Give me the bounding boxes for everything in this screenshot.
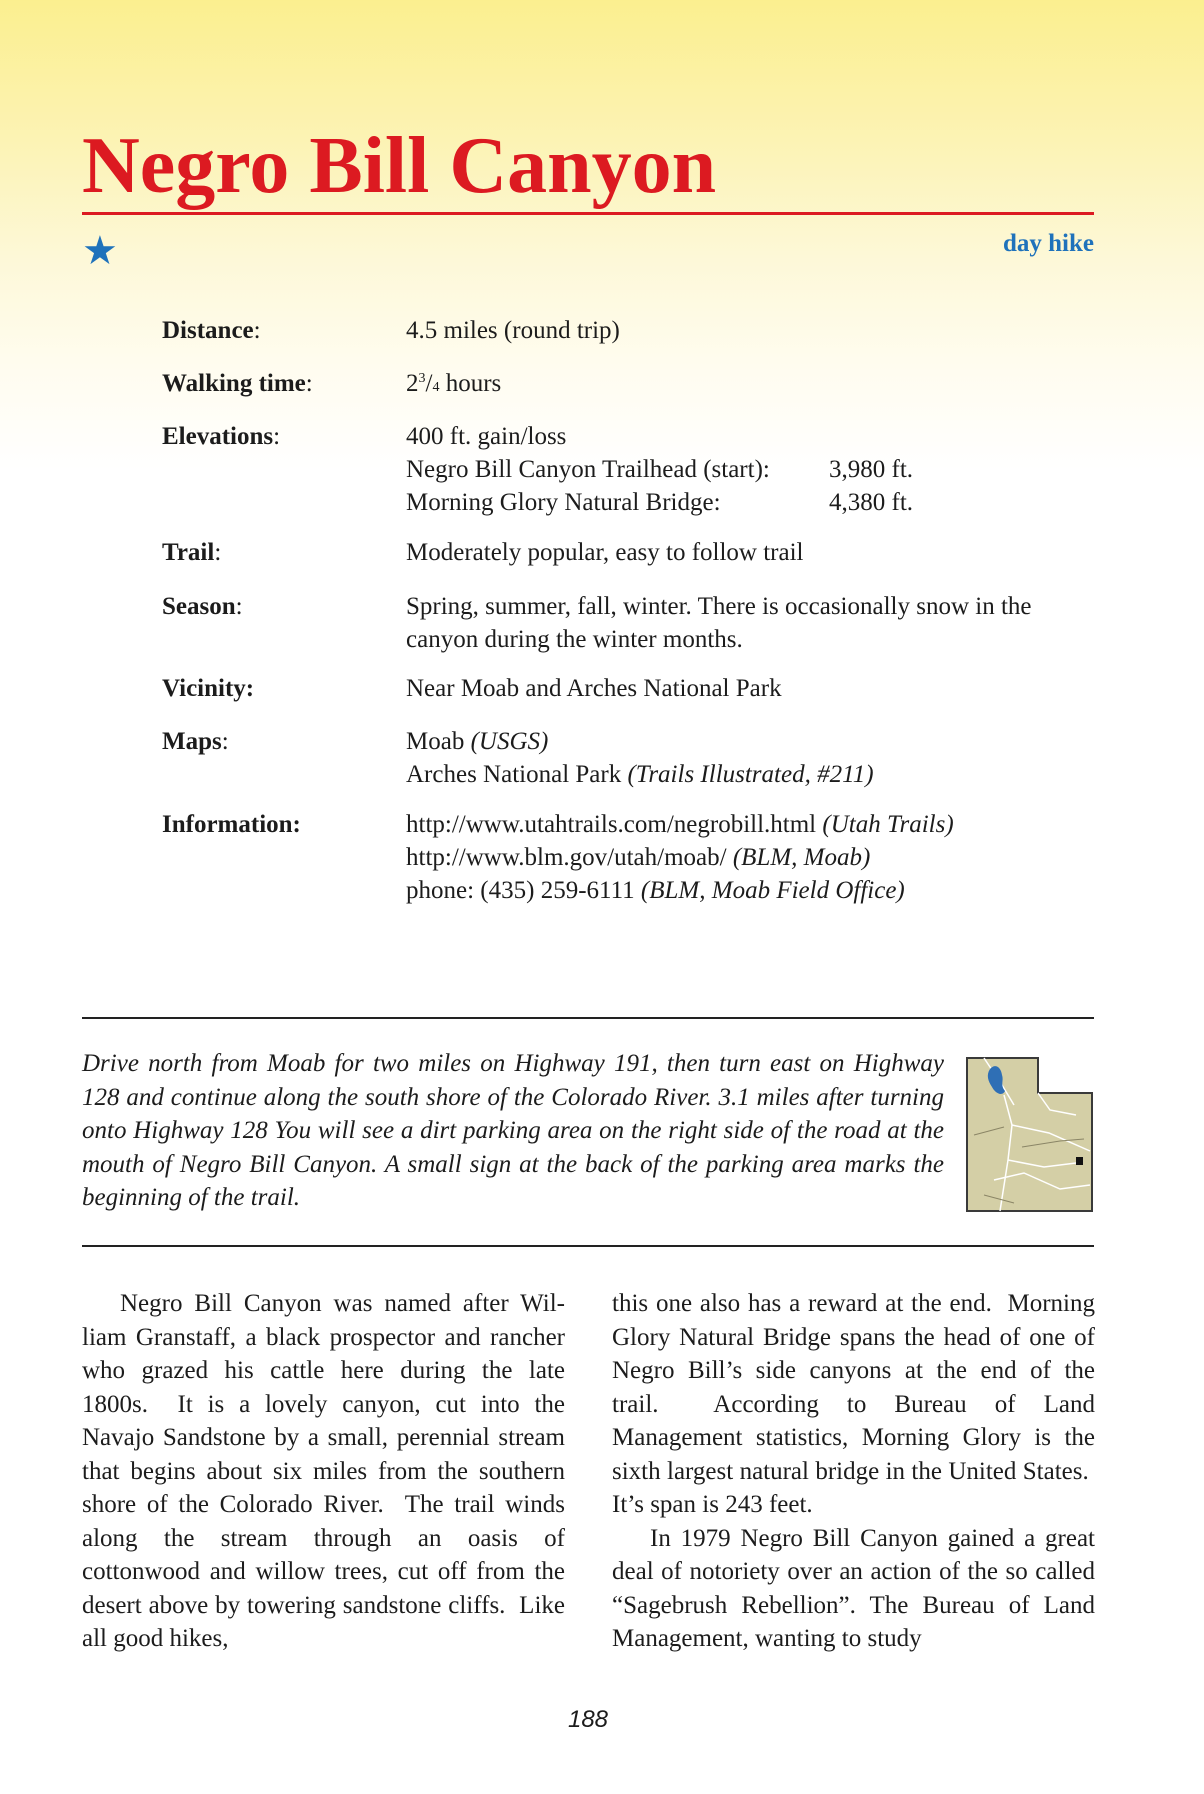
map-entry: Moab (USGS) <box>406 728 549 755</box>
fact-value <box>406 420 1096 519</box>
star-icon: ★ <box>82 228 118 274</box>
body-paragraph: Negro Bill Canyon was named after William Granstaff, a black prospector and rancher who grazed his cattle here during the late 1800s. It is a lovely canyon, cut into the Navajo Sandstone by a small, perennial stream that begins about six miles from the southern shore of the Colorado River. The trail winds along the stream through an oasis of cottonwood and willow trees, cut off from the desert above by towering sandstone cliffs. Like all good hikes, <box>82 1290 565 1652</box>
body-column-left <box>82 1287 565 1656</box>
fact-value: Near Moab and Arches National Park <box>406 675 782 702</box>
fact-value: 4.5 miles (round trip) <box>406 317 620 344</box>
fact-label: Distance <box>162 317 254 344</box>
fact-label: Elevations <box>162 423 274 450</box>
utah-state-outline <box>967 1058 1092 1211</box>
elevation-point: Morning Glory Natural Bridge: 4,380 ft. <box>406 489 914 516</box>
section-divider <box>82 1017 1094 1019</box>
elevation-gain: 400 ft. gain/loss <box>406 423 567 450</box>
fact-label: Maps <box>162 728 222 755</box>
body-paragraph: In 1979 Negro Bill Canyon gained a great deal of notoriety over an action of the so called “Sagebrush Rebellion”. The Bureau of Land Management, wanting to study <box>612 1524 1095 1652</box>
fact-value: $2^3/4$ hours <box>406 370 502 397</box>
fact-value: Moderately popular, easy to follow trail <box>406 539 804 566</box>
hike-type-label: day hike <box>1002 230 1094 257</box>
map-entry: Arches National Park (Trails Illustrated, #211) <box>406 761 874 788</box>
section-divider <box>82 1245 1094 1247</box>
fact-label: Vicinity: <box>162 675 255 702</box>
fact-value: Spring, summer, fall, winter. There is occasionally snow in the canyon during the winter months. <box>406 593 1032 653</box>
fact-label: Trail <box>162 539 215 566</box>
fact-label: Information: <box>162 811 301 838</box>
fact-label: Season <box>162 593 236 620</box>
driving-directions: Drive north from Moab for two miles on Highway 191, then turn east on Highway 128 and continue along the south shore of the Colorado River. 3.1 miles after turning onto Highway 128 You will see a dirt parking area on the right side of the road at the mouth of Negro Bill Canyon. A small sign at the back of the parking area marks the beginning of the trail. <box>82 1050 944 1211</box>
fact-label: Walking time <box>162 370 306 397</box>
fact-value <box>406 725 1096 791</box>
title-underline <box>82 212 1094 215</box>
page-number: 188 <box>567 1706 609 1733</box>
info-entry: phone: (435) 259-6111 (BLM, Moab Field Office) <box>406 877 905 904</box>
elevation-point: Negro Bill Canyon Trailhead (start): 3,980 ft. <box>406 456 914 483</box>
info-entry: http://www.blm.gov/utah/moab/ (BLM, Moab) <box>406 844 871 871</box>
guidebook-page: Negro Bill Canyon ★ day hike Distance: 4.5 miles (round trip) Walking time: $2^3/4$ hours Elevations: 400 ft. gain/loss Negro Bill Canyon Trailhead (start): 3,980 ft. Morning Glory Natural Bridge: 4,380 ft. Trail: Moderately popular, easy to follow trail Season: Spring, summer, fall, winter. There is occasionally snow in the canyon during the winter months. Vicinity: Near Moab and Arches National Park Maps: Moab (USGS) Arches National Park (Trails Illustrated, #211) Information: http://www.utahtrails.com/negrobill.html (Utah Trails) http://www.blm.gov/utah/moab/ (BLM, Moab) phone: (435) 259-6111 (BLM, Moab Field Office) Drive north from Moab for two miles on Highway 191, then turn east on Highway 128 and continue along the south shore of the Colorado River. 3.1 miles after turning onto Highway 128 You will see a dirt parking area on the right side of the road at the mouth of Negro Bill Canyon. A small sign at the back of the parking area marks the beginning of the trail. Negro Bill Canyon was named after William Granstaff, a black prospector and rancher who grazed his cattle here during the late 1800s. It is a lovely canyon, cut into the Navajo Sandstone by a small, perennial stream that begins about six miles from the southern shore of the Colorado River. The trail winds along the stream through an oasis of cottonwood and willow trees, cut off from the desert above by towering sandstone cliffs. Like all good hikes, this one also has a reward at the end. Morning Glory Natural Bridge spans the head of one of Negro Bill’s side canyons at the end of the trail. According to Bureau of Land Management statistics, Morning Glory is the sixth largest natural bridge in the United States. It’s span is 243 feet. In 1979 Negro Bill Canyon gained a great deal of notoriety over an action of the so called “Sagebrush Rebellion”. The Bureau of Land Management, wanting to study 188 <box>82 0 1094 1794</box>
fact-value <box>406 808 1096 907</box>
info-entry: http://www.utahtrails.com/negrobill.html (Utah Trails) <box>406 811 954 838</box>
hike-title: Negro Bill Canyon <box>82 122 717 210</box>
body-paragraph: this one also has a reward at the end. Morning Glory Natural Bridge spans the head of one of Negro Bill’s side canyons at the end of the trail. According to Bureau of Land Management statistics, Morning Glory is the sixth largest natural bridge in the United States. It’s span is 243 feet. <box>612 1290 1095 1518</box>
utah-locator-map <box>964 1055 1094 1214</box>
location-marker-icon <box>1076 1157 1083 1165</box>
body-column-right <box>612 1287 1095 1656</box>
